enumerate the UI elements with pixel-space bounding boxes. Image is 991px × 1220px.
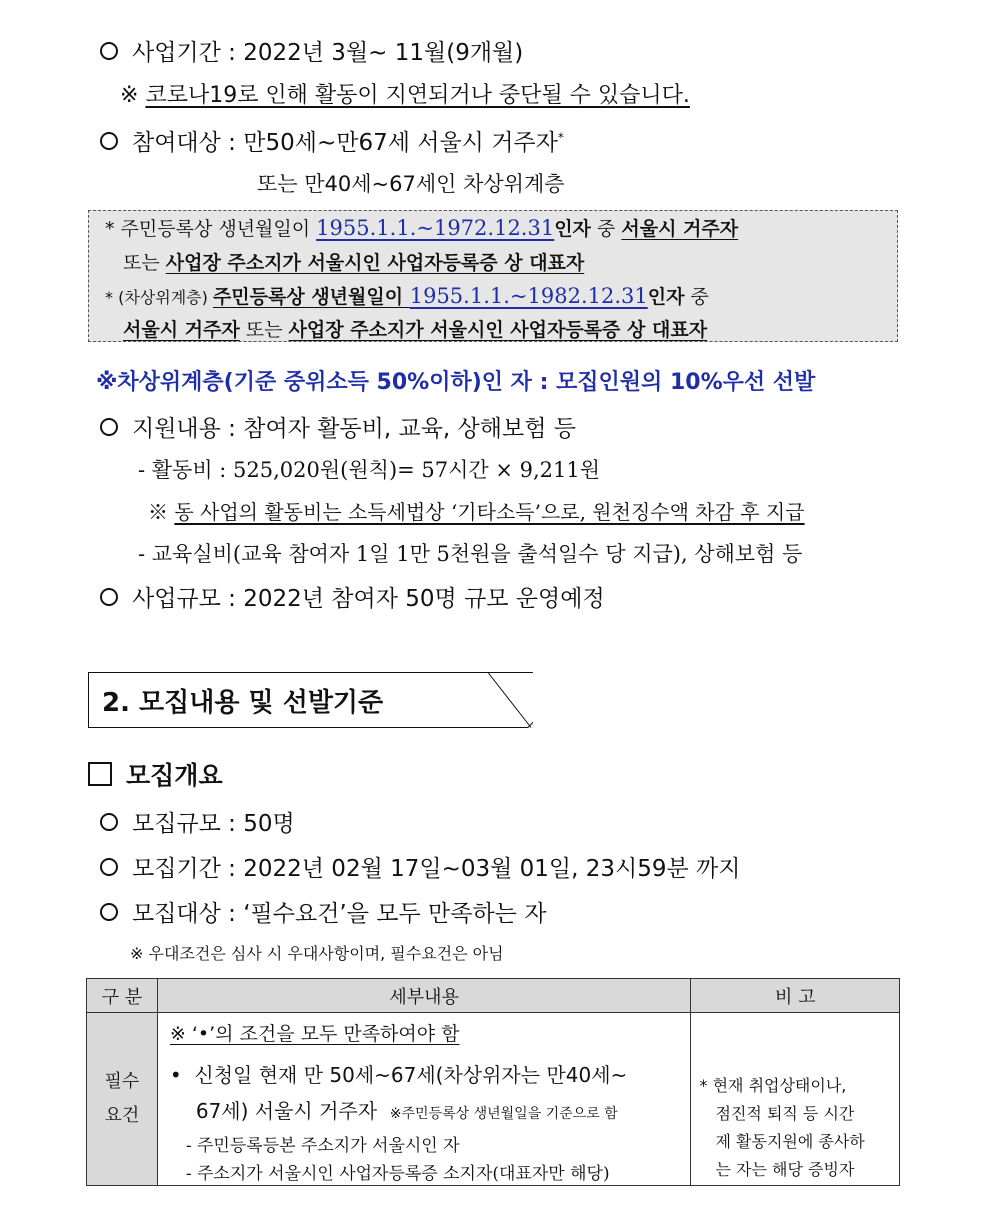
remark-cell xyxy=(691,1013,900,1186)
covid-note xyxy=(120,78,690,109)
activity-fee: - 활동비 : 525,020원(원칙)= 57시간 × 9,211원 xyxy=(138,458,601,482)
row-label-line: 요건 xyxy=(104,1105,140,1126)
recruit-target-label: 모집대상 xyxy=(132,901,221,927)
recruit-period-label: 모집기간 xyxy=(132,856,221,882)
footnote-text: 인자 xyxy=(554,218,591,240)
period-line: 사업기간 : 2022년 3월~ 11월(9개월) xyxy=(100,34,523,67)
recruit-period-value: 2022년 02월 17일~03월 01일, 23시59분 까지 xyxy=(243,856,741,882)
circle-bullet-icon xyxy=(100,418,118,436)
requirement-small-note: ※주민등록상 생년월일을 기준으로 함 xyxy=(389,1106,618,1122)
date-range: 1955.1.1.~1982.12.31 xyxy=(409,284,648,308)
footnote-text: 서울시 거주자 xyxy=(621,218,739,240)
recruit-scale-value: 50명 xyxy=(243,811,295,837)
recruit-period-line: 모집기간 : 2022년 02월 17일~03월 01일, 23시59분 까지 xyxy=(100,850,740,883)
table-header: 세부내용 xyxy=(157,979,691,1013)
remark-line: * 현재 취업상태이나, xyxy=(699,1076,847,1095)
sub-requirement: - 주민등록등본 주소지가 서울시인 자 xyxy=(185,1136,460,1156)
footnote-line-2 xyxy=(123,248,584,275)
dot-bullet-icon: • xyxy=(169,1063,182,1087)
participants-line: 참여대상 : 만50세~만67세 서울시 거주자* xyxy=(100,124,564,157)
overview-title: 모집개요 xyxy=(126,761,223,790)
recruit-scale-label: 모집규모 xyxy=(132,811,221,837)
footnote-text: 인자 xyxy=(647,286,685,308)
footnote-line-3 xyxy=(105,282,709,309)
scale-line: 사업규모 : 2022년 참여자 50명 규모 운영예정 xyxy=(100,580,605,613)
recruit-scale-line: 모집규모 : 50명 xyxy=(100,805,295,838)
footnote-text: 또는 xyxy=(239,319,289,341)
support-label: 지원내용 xyxy=(132,416,221,442)
note-mark: ※ xyxy=(120,83,139,108)
covid-note-text: 코로나19로 인해 활동이 지연되거나 중단될 수 있습니다. xyxy=(145,83,690,108)
bullet-line-2 xyxy=(196,1095,618,1124)
overview-heading xyxy=(88,756,223,792)
section-heading xyxy=(88,672,528,728)
footnote-text: * 주민등록상 생년월일이 xyxy=(105,218,317,240)
circle-bullet-icon xyxy=(100,588,118,606)
support-value: 참여자 활동비, 교육, 상해보험 등 xyxy=(243,416,576,442)
period-value: 2022년 3월~ 11월(9개월) xyxy=(243,40,524,66)
table-header-row xyxy=(87,979,900,1013)
footnote-text: 주민등록상 생년월일이 xyxy=(212,286,410,308)
participants-label: 참여대상 xyxy=(132,130,221,156)
table-row xyxy=(87,1013,900,1186)
circle-bullet-icon xyxy=(100,132,118,150)
footnote-text: 중 xyxy=(590,218,622,240)
table-header: 구 분 xyxy=(87,979,158,1013)
date-range: 1955.1.1.~1972.12.31 xyxy=(316,216,555,240)
note-mark: ※ xyxy=(148,500,168,524)
participants-value: 만50세~만67세 서울시 거주자 xyxy=(243,130,558,156)
participants-line2: 또는 만40세~67세인 차상위계층 xyxy=(257,172,565,196)
recruit-target-value: ‘필수요건’을 모두 만족하는 자 xyxy=(243,901,547,927)
fee-note xyxy=(148,496,805,525)
section-title: 2. 모집내용 및 선발기준 xyxy=(102,688,384,718)
footnote-text: 서울시 거주자 xyxy=(123,319,240,341)
footnote-star: * xyxy=(557,130,564,145)
bullet-line-1 xyxy=(170,1059,627,1088)
footnote-text: * (차상위계층) xyxy=(105,288,213,307)
remark-line: 점진적 퇴직 등 시간 xyxy=(715,1104,855,1123)
requirement-text: 신청일 현재 만 50세~67세(차상위자는 만40세~ xyxy=(194,1063,628,1087)
condition-note: ※ ‘•’의 조건을 모두 만족하여야 함 xyxy=(169,1023,460,1045)
scale-value: 2022년 참여자 50명 규모 운영예정 xyxy=(243,586,605,612)
education-fee: - 교육실비(교육 참여자 1일 1만 5천원을 출석일수 당 지급), 상해보험 등 xyxy=(138,542,803,566)
square-box-icon xyxy=(88,762,112,786)
table-header: 비 고 xyxy=(691,979,900,1013)
scale-label: 사업규모 xyxy=(132,586,221,612)
row-label xyxy=(87,1013,158,1186)
footnote-line-4 xyxy=(123,315,707,342)
remark-line: 는 자는 해당 증빙자 xyxy=(715,1160,855,1179)
circle-bullet-icon xyxy=(100,813,118,831)
remark-line: 제 활동지원에 종사하 xyxy=(715,1132,865,1151)
priority-note: ※차상위계층(기준 중위소득 50%이하)인 자 : 모집인원의 10%우선 선발 xyxy=(96,370,816,395)
footnote-text: 또는 xyxy=(123,252,166,274)
footnote-box xyxy=(88,210,898,342)
fee-note-text: 동 사업의 활동비는 소득세법상 ‘기타소득’으로, 원천징수액 차감 후 지급 xyxy=(174,500,805,524)
footnote-text: 중 xyxy=(684,286,709,308)
footnote-text: 사업장 주소지가 서울시인 사업자등록증 상 대표자 xyxy=(288,319,708,341)
recruit-target-line: 모집대상 : ‘필수요건’을 모두 만족하는 자 xyxy=(100,895,546,928)
support-line: 지원내용 : 참여자 활동비, 교육, 상해보험 등 xyxy=(100,410,576,443)
requirements-table xyxy=(86,978,900,1186)
circle-bullet-icon xyxy=(100,903,118,921)
target-note: ※ 우대조건은 심사 시 우대사항이며, 필수요건은 아님 xyxy=(130,944,504,963)
footnote-line-1 xyxy=(105,214,738,241)
sub-requirement: - 주소지가 서울시인 사업자등록증 소지자(대표자만 해당) xyxy=(185,1164,610,1184)
row-label-line: 필수 xyxy=(104,1071,140,1092)
circle-bullet-icon xyxy=(100,858,118,876)
footnote-text: 사업장 주소지가 서울시인 사업자등록증 상 대표자 xyxy=(165,252,585,274)
circle-bullet-icon xyxy=(100,42,118,60)
detail-cell xyxy=(157,1013,691,1186)
period-label: 사업기간 xyxy=(132,40,221,66)
requirement-text: 67세) 서울시 거주자 xyxy=(195,1099,378,1123)
